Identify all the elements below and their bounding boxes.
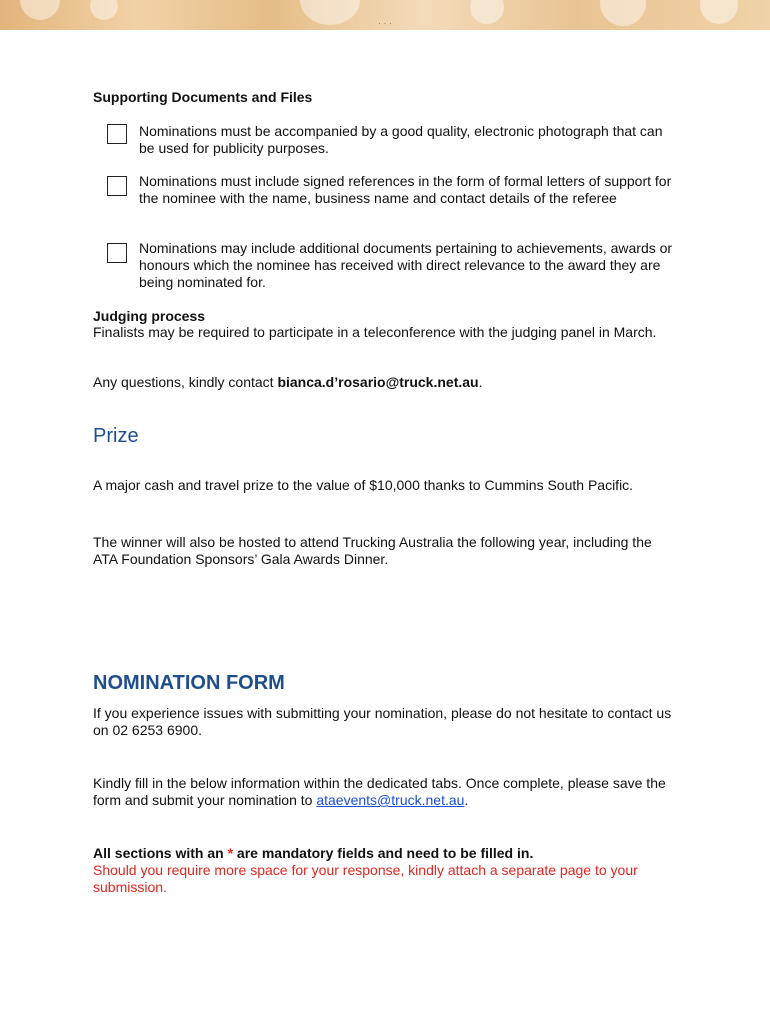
checklist-item-text: Nominations must include signed references in the form of formal letters of support for the nominee with the name, business name and contact details of the referee — [139, 173, 672, 206]
contact-suffix: . — [478, 374, 483, 390]
judging-process-heading: Judging process — [93, 308, 206, 324]
contact-line — [93, 374, 673, 391]
mandatory-prefix: All sections with an — [93, 845, 228, 861]
mandatory-suffix: are mandatory fields and need to be filled in. — [233, 845, 534, 861]
instructions-text: Kindly fill in the below information within the dedicated tabs. Once complete, please save the form and submit your nomination to — [93, 775, 666, 808]
photo-checkbox[interactable] — [107, 124, 127, 144]
ataevents-email-link[interactable]: ataevents@truck.net.au — [316, 792, 465, 808]
bokeh-decoration — [20, 0, 60, 20]
nomination-instructions — [93, 775, 673, 809]
mandatory-notice — [93, 845, 673, 862]
prize-paragraph-2: The winner will also be hosted to attend Trucking Australia the following year, including the ATA Foundation Sponsors’ Gala Awards Dinner. — [93, 534, 652, 567]
contact-email: bianca.d’rosario@truck.net.au — [277, 374, 479, 390]
prize-paragraph-1: A major cash and travel prize to the value of $10,000 thanks to Cummins South Pacific. — [93, 477, 634, 493]
header-banner — [0, 0, 770, 30]
banner-text: · · · — [378, 18, 392, 28]
additional-documents-checkbox[interactable] — [107, 243, 127, 263]
prize-heading: Prize — [93, 425, 139, 447]
extra-space-note: Should you require more space for your response, kindly attach a separate page to your submission. — [93, 862, 638, 895]
judging-process-text: Finalists may be required to participate in a teleconference with the judging panel in March. — [93, 324, 657, 340]
nomination-issues-text: If you experience issues with submitting your nomination, please do not hesitate to contact us on 02 6253 6900. — [93, 705, 672, 738]
instructions-suffix: . — [464, 792, 469, 808]
bokeh-decoration — [90, 0, 118, 20]
nomination-form-heading: NOMINATION FORM — [93, 672, 285, 694]
supporting-documents-heading: Supporting Documents and Files — [93, 89, 313, 105]
mandatory-star: * — [227, 845, 234, 861]
checklist-item-text: Nominations must be accompanied by a good quality, electronic photograph that can be used for publicity purposes. — [139, 123, 663, 156]
checklist-item-text: Nominations may include additional documents pertaining to achievements, awards or honours which the nominee has received with direct relevance to the award they are being nominated for. — [139, 240, 673, 290]
contact-prefix: Any questions, kindly contact — [93, 374, 278, 390]
references-checkbox[interactable] — [107, 176, 127, 196]
